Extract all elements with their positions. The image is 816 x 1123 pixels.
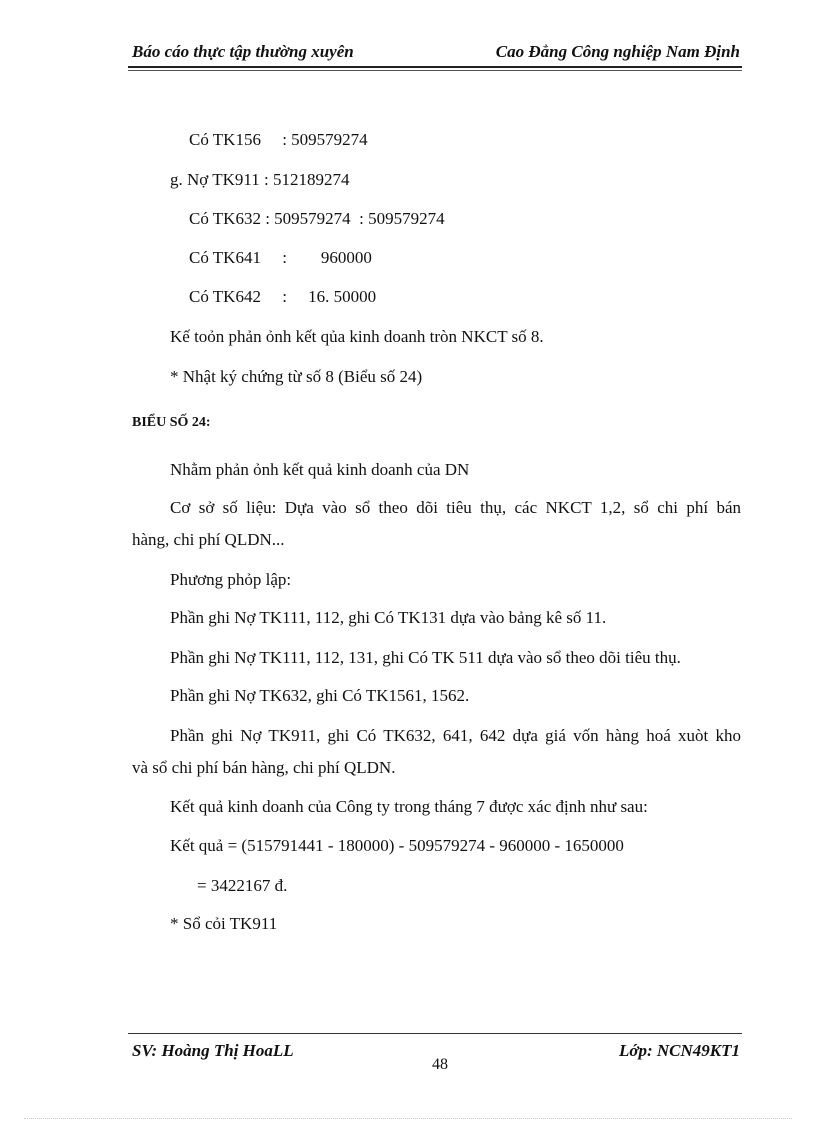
page-edge-divider [24,1118,792,1119]
section-heading: BIỂU SỐ 24: [132,415,211,430]
body-line: Phần ghi Nợ TK632, ghi Có TK1561, 1562. [170,686,470,705]
body-line: Có TK156 : 509579274 [189,130,368,149]
body-line: Nhằm phản ỏnh kết quả kinh doanh của DN [170,460,470,479]
body-line: * Nhật ký chứng từ số 8 (Biểu số 24) [170,367,423,386]
body-line: Kết quả kinh doanh của Công ty trong tháng 7 được xác định như sau: [170,797,648,816]
header-rule-thin [128,70,742,71]
header-right-title: Cao Đẳng Công nghiệp Nam Định [495,42,740,61]
footer-class: Lớp: NCN49KT1 [618,1041,740,1060]
footer-rule [128,1033,742,1034]
body-line: Có TK641 : 960000 [189,248,372,267]
body-line: Phần ghi Nợ TK111, 112, ghi Có TK131 dựa vào bảng kê số 11. [170,608,607,627]
page-number: 48 [432,1056,448,1073]
body-line: g. Nợ TK911 : 512189274 [170,170,350,189]
body-line: Kế toỏn phản ỏnh kết qủa kinh doanh tròn NKCT số 8. [170,327,544,346]
body-line: * Sổ cỏi TK911 [170,914,278,933]
header-rule [128,66,742,68]
body-line: Có TK632 : 509579274 : 509579274 [189,209,445,228]
header-left-title: Báo cáo thực tập thường xuyên [132,42,354,61]
body-line: Phần ghi Nợ TK111, 112, 131, ghi Có TK 511 dựa vào sổ theo dõi tiêu thụ. [170,648,681,667]
body-line: Phần ghi Nợ TK911, ghi Có TK632, 641, 642 dựa giá vốn hàng hoá xuòt kho [170,726,741,745]
body-line: Kết quả = (515791441 - 180000) - 509579274 - 960000 - 1650000 [170,836,624,855]
body-line: Phương phỏp lập: [170,570,292,589]
footer-student-name: SV: Hoàng Thị HoaLL [132,1041,294,1060]
body-line: Cơ sở số liệu: Dựa vào sổ theo dõi tiêu thụ, các NKCT 1,2, sổ chi phí bán [170,498,741,517]
body-line: Có TK642 : 16. 50000 [189,287,377,306]
body-line: và sổ chi phí bán hàng, chi phí QLDN. [132,758,396,777]
body-line: = 3422167 đ. [197,876,288,895]
body-line: hàng, chi phí QLDN... [132,530,285,549]
